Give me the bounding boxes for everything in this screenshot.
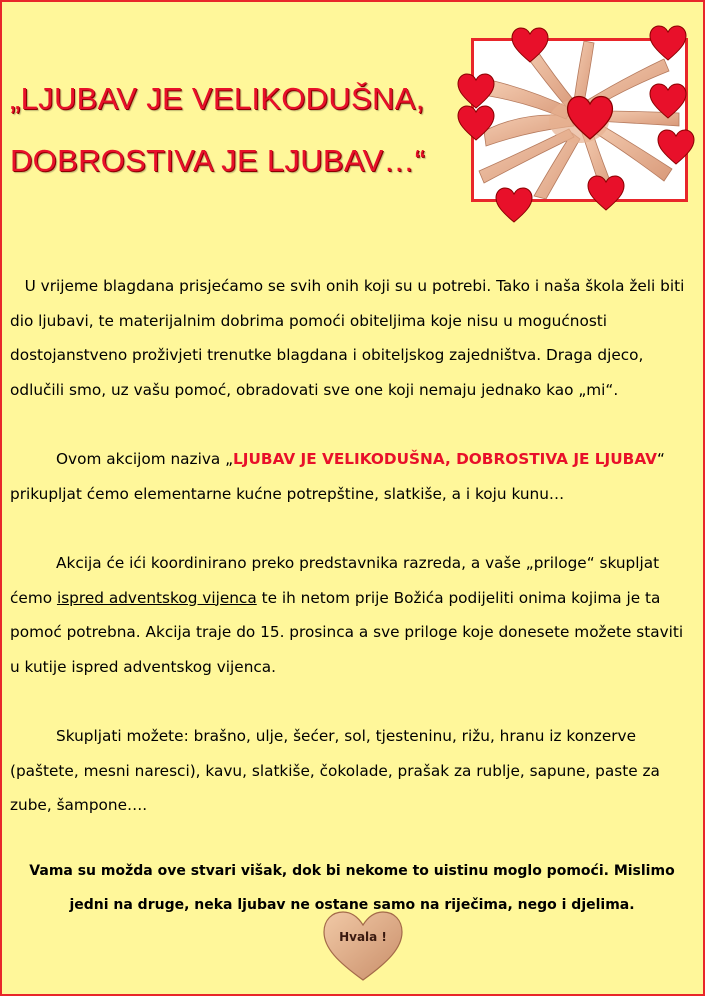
- advent-wreath-location: ispred adventskog vijenca: [56, 588, 257, 607]
- paragraph-intro: [10, 269, 694, 407]
- paragraph-action-before: Ovom akcijom naziva „: [56, 450, 234, 468]
- heart-icon: [510, 26, 550, 66]
- paragraph-coordination: [10, 546, 694, 684]
- title-line-2: DOBROSTIVA JE LJUBAV…“: [10, 143, 426, 178]
- paragraph-items-list-text: Skupljati možete: brašno, ulje, šećer, sol, tjesteninu, rižu, hranu iz konzerve (paštete, mesni naresci), kavu, slatkiše, čokolade, prašak za rublje, sapune, paste za zube, šampone….: [10, 727, 660, 814]
- heart-icon: [586, 174, 626, 214]
- paragraph-intro-text: U vrijeme blagdana prisjećamo se svih onih koji su u potrebi. Tako i naša škola želi biti dio ljubavi, te materijalnim dobrima pomoći obiteljima koje nisu u mogućnosti dostojanstveno proživjeti trenutke blagdana i obiteljskog zajedništva. Draga djeco, odlučili smo, uz vašu pomoć, obradovati sve one koji nemaju jednako kao „mi“.: [10, 277, 685, 399]
- title-line-1: „LJUBAV JE VELIKODUŠNA,: [10, 81, 425, 116]
- closing-line-2: jedni na druge, neka ljubav ne ostane samo na riječima, nego i djelima.: [69, 897, 635, 913]
- paragraph-action-after: “ prikupljat ćemo elementarne kućne potrepštine, slatkiše, a i koju kunu…: [10, 450, 665, 503]
- heart-icon: [562, 94, 618, 144]
- thanks-heart-icon: [320, 908, 406, 984]
- action-name-highlight: LJUBAV JE VELIKODUŠNA, DOBROSTIVA JE LJUBAV: [233, 450, 657, 468]
- paragraph-items-list: [10, 719, 694, 823]
- heart-icon: [648, 82, 688, 122]
- thanks-label: Hvala !: [339, 930, 387, 944]
- heart-icon: [656, 128, 696, 168]
- heart-icon: [494, 186, 534, 226]
- paragraph-action: [10, 442, 694, 511]
- poster-title: [10, 68, 425, 192]
- paragraph-coordination-before: Akcija će ići koordinirano preko predstavnika razreda, a vaše „priloge“ skupljat ćemo: [10, 554, 660, 607]
- paragraph-coordination-after: te ih netom prije Božića podijeliti onima kojima je ta pomoć potrebna. Akcija traje do 15. prosinca a sve priloge koje donesete možete staviti u kutije ispred adventskog vijenca.: [10, 588, 684, 676]
- heart-icon: [648, 24, 688, 64]
- heart-icon: [456, 104, 496, 144]
- closing-line-1: Vama su možda ove stvari višak, dok bi nekome to uistinu moglo pomoći. Mislimo: [29, 863, 675, 879]
